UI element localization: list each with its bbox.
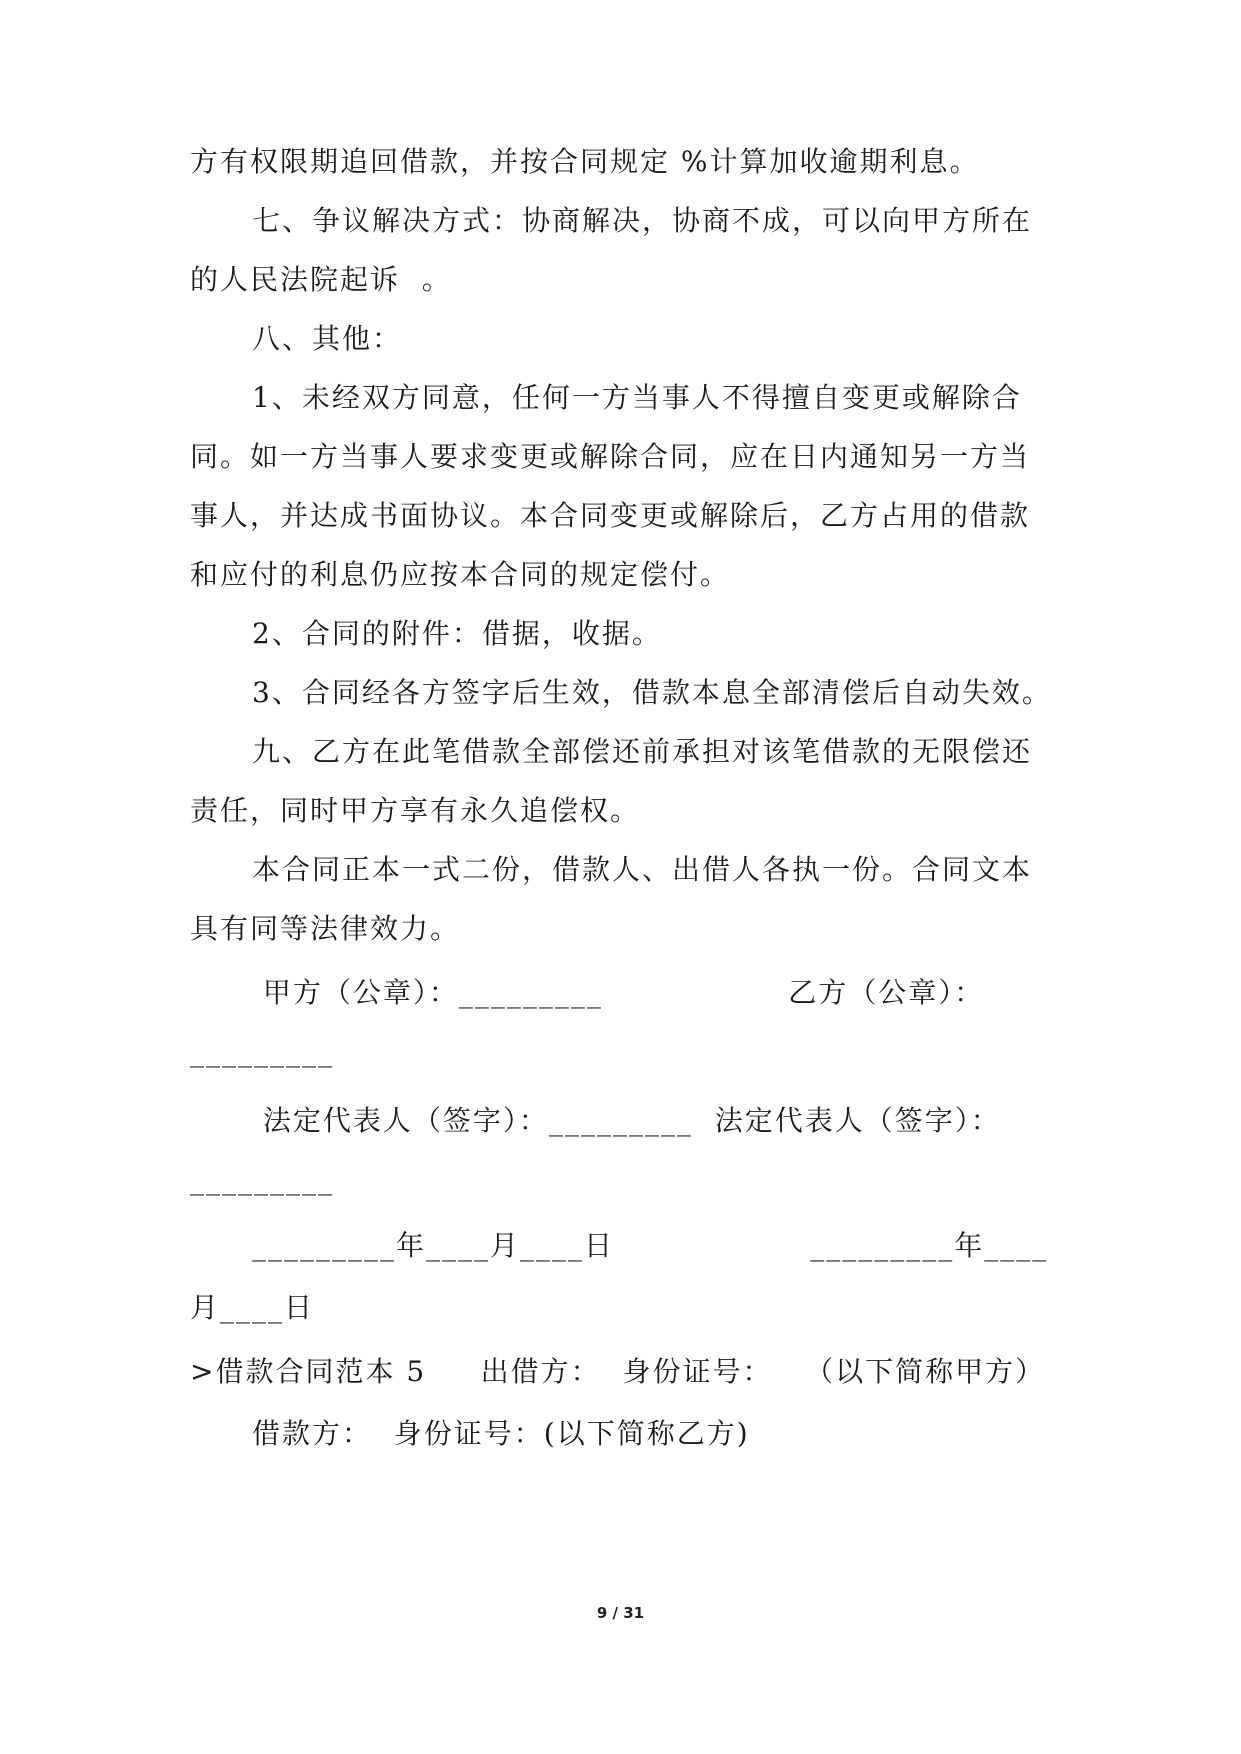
text-line: 本合同正本一式二份，借款人、出借人各执一份。合同文本 — [252, 853, 1033, 886]
page-number: 9 / 31 — [596, 1604, 645, 1622]
text-line: 责任，同时甲方享有永久追偿权。 — [190, 794, 641, 827]
section-heading-line: >借款合同范本 5 出借方： 身份证号： （以下简称甲方） — [190, 1355, 1046, 1388]
signature-line: 甲方（公章）：_________ 乙方（公章）： — [252, 976, 985, 1009]
signature-blank: _________ — [190, 1035, 334, 1068]
signature-line: 法定代表人（签字）：_________ 法定代表人（签字）： — [252, 1104, 1001, 1137]
text-line: 3、合同经各方签字后生效，借款本息全部清偿后自动失效。 — [252, 676, 1052, 709]
text-line: 借款方： 身份证号：(以下简称乙方) — [252, 1417, 750, 1450]
text-line: 事人，并达成书面协议。本合同变更或解除后，乙方占用的借款 — [190, 499, 1031, 532]
text-line: 七、争议解决方式：协商解决，协商不成，可以向甲方所在 — [252, 204, 1033, 237]
text-line: 2、合同的附件：借据，收据。 — [252, 617, 662, 650]
text-line: 方有权限期追回借款，并按合同规定 %计算加收逾期利息。 — [190, 145, 980, 178]
date-line: _________年____月____日 _________年____ — [252, 1229, 1049, 1262]
text-line: 和应付的利息仍应按本合同的规定偿付。 — [190, 558, 731, 591]
text-line: 1、未经双方同意，任何一方当事人不得擅自变更或解除合 — [252, 381, 1022, 414]
signature-blank: _________ — [190, 1163, 334, 1196]
text-line: 九、乙方在此笔借款全部偿还前承担对该笔借款的无限偿还 — [252, 735, 1033, 768]
text-line: 具有同等法律效力。 — [190, 912, 461, 945]
text-line: 八、其他： — [252, 322, 403, 355]
text-line: 同。如一方当事人要求变更或解除合同，应在日内通知另一方当 — [190, 440, 1031, 473]
date-line: 月____日 — [190, 1291, 315, 1324]
text-line: 的人民法院起诉 。 — [190, 263, 452, 296]
